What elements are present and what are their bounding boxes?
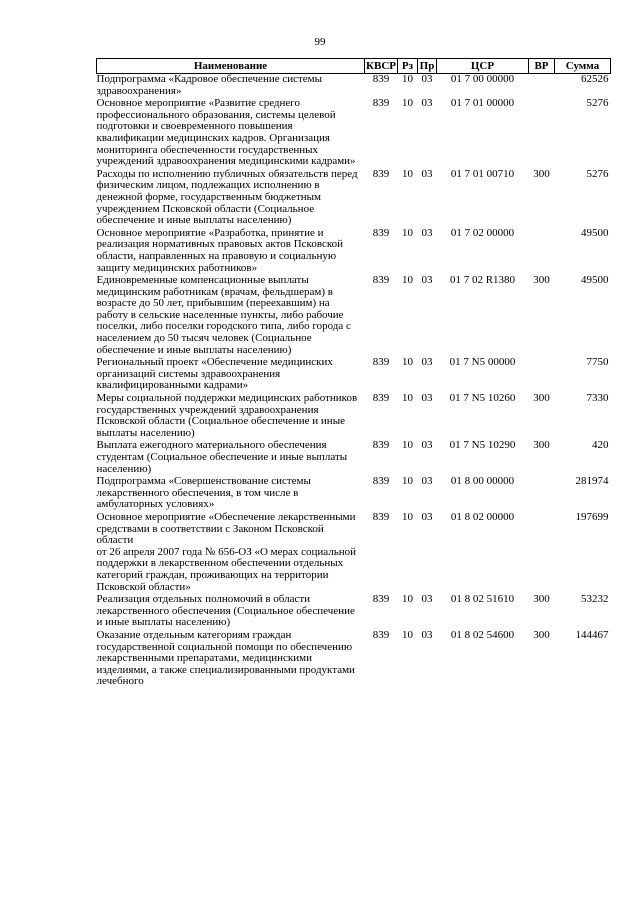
- row-csr: 01 7 01 00710: [450, 167, 515, 180]
- row-csr: 01 8 02 51610: [450, 593, 515, 606]
- header-vr: ВР: [529, 59, 555, 74]
- row-vr: [529, 512, 555, 594]
- row-csr: 01 7 02 R1380: [449, 274, 516, 287]
- row-pr: 03: [421, 274, 433, 287]
- row-csr: 01 7 01 00000: [450, 97, 515, 110]
- header-name: Наименование: [97, 59, 365, 74]
- row-sum: 7330: [586, 392, 609, 405]
- header-rz: Рз: [398, 59, 418, 74]
- table-row: [97, 74, 611, 99]
- row-pr: 03: [421, 356, 433, 369]
- row-rz: 10: [402, 593, 413, 606]
- page-number: 99: [314, 36, 326, 48]
- header-kvsr: КВСР: [366, 59, 396, 72]
- row-kvsr: 839: [372, 167, 390, 180]
- table-row: [97, 275, 611, 357]
- table-row: [97, 440, 611, 476]
- row-name: Единовременные компенсационные выплаты медицинским работникам (врачам, фельдшерам) в возрасте до 50 лет, прибывшим (переехавшим) на работу в сельские населенные пункты, либо рабочие поселки, либо поселки городского типа, либо города с населением до 50 тысяч человек (Социальное обеспечение и иные выплаты населению): [96, 274, 351, 356]
- table-header-row: [97, 59, 611, 74]
- row-vr: 300: [533, 274, 550, 287]
- row-kvsr: 839: [372, 392, 390, 405]
- row-csr: 01 7 N5 00000: [449, 356, 516, 369]
- header-pr: Пр: [418, 59, 437, 74]
- header-sum: Сумма: [555, 59, 611, 74]
- row-pr: 03: [421, 392, 433, 405]
- header-csr: ЦСР: [437, 59, 529, 74]
- row-sum: 49500: [581, 274, 609, 287]
- row-csr: 01 7 N5 10290: [449, 439, 516, 452]
- row-rz: 10: [402, 475, 413, 488]
- row-rz: 10: [402, 392, 413, 405]
- row-pr: 03: [421, 226, 433, 239]
- row-kvsr: 839: [372, 510, 390, 523]
- row-vr: [529, 476, 555, 512]
- row-sum: 420: [592, 439, 609, 452]
- table-row: [97, 512, 611, 594]
- row-vr: 300: [533, 167, 550, 180]
- row-sum: 53232: [581, 593, 609, 606]
- row-vr: 300: [533, 439, 550, 452]
- row-name: Основное мероприятие «Развитие среднего профессионального образования, системы целевой подготовки и своевременного повышения квалификации медицинских кадров. Организация мониторинга обеспеченности государственных учреждений здравоохранения медицинскими кадрами»: [96, 97, 356, 168]
- row-name: Расходы по исполнению публичных обязательств перед физическим лицом, подлежащих исполнению в денежной форме, государственным бюджетным учреждением Псковской области (Социальное обеспечение и иные выплаты населению): [96, 167, 358, 227]
- row-rz: 10: [402, 439, 413, 452]
- row-sum: 7750: [586, 356, 609, 369]
- row-pr: 03: [421, 97, 433, 110]
- table-row: [97, 476, 611, 512]
- row-pr: 03: [421, 628, 433, 641]
- row-kvsr: 839: [372, 97, 390, 110]
- row-pr: 03: [421, 593, 433, 606]
- table-row: [97, 169, 611, 228]
- table-row: [97, 98, 611, 169]
- row-rz: 10: [402, 73, 413, 85]
- table-row: [97, 594, 611, 630]
- row-vr: 300: [533, 628, 550, 641]
- table-body: [97, 74, 611, 689]
- row-sum: 62526: [581, 73, 609, 85]
- row-pr: 03: [421, 510, 433, 523]
- row-kvsr: 839: [372, 593, 390, 606]
- row-vr: [529, 357, 555, 393]
- row-name: Оказание отдельным категориям граждан государственной социальной помощи по обеспечению лекарственными препаратами, медицинскими изделиями, а также специализированными продуктами лечебного: [96, 628, 355, 688]
- row-rz: 10: [402, 510, 413, 523]
- row-vr: [529, 74, 555, 99]
- row-rz: 10: [402, 167, 413, 180]
- row-rz: 10: [402, 274, 413, 287]
- row-name: Подпрограмма «Кадровое обеспечение системы здравоохранения»: [96, 73, 323, 97]
- row-sum: 5276: [586, 167, 609, 180]
- row-name: Подпрограмма «Совершенствование системы лекарственного обеспечения, в том числе в амбулаторных условиях»: [96, 475, 311, 511]
- row-vr: [529, 98, 555, 169]
- budget-table: [96, 58, 611, 689]
- row-csr: 01 8 02 54600: [450, 628, 515, 641]
- row-rz: 10: [402, 628, 413, 641]
- row-name: Меры социальной поддержки медицинских работников государственных учреждений здравоохранения Псковской области (Социальное обеспечение и иные выплаты населению): [96, 392, 358, 439]
- row-csr: 01 7 N5 10260: [449, 392, 516, 405]
- row-csr: 01 8 02 00000: [450, 510, 515, 523]
- row-sum: 281974: [575, 475, 609, 488]
- row-vr: 300: [533, 593, 550, 606]
- row-name: Региональный проект «Обеспечение медицинских организаций системы здравоохранения квалифицированными кадрами»: [96, 356, 333, 392]
- row-name: Основное мероприятие «Разработка, принятие и реализация нормативных правовых актов Псковской области, направленных на правовую и социальную защиту медицинских работников»: [96, 226, 344, 274]
- row-csr: 01 8 00 00000: [450, 475, 515, 488]
- row-sum: 197699: [575, 510, 609, 523]
- row-vr: 300: [533, 392, 550, 405]
- row-name: Основное мероприятие «Обеспечение лекарственными средствами в соответствии с Законом Псковской области от 26 апреля 2007 года № 656-ОЗ «О мерах социальной поддержки в лекарственном обеспечении отдельных категорий граждан, проживающих на территории Псковской области»: [96, 510, 357, 593]
- row-kvsr: 839: [372, 274, 390, 287]
- row-kvsr: 839: [372, 475, 390, 488]
- table-row: [97, 357, 611, 393]
- row-vr: [529, 228, 555, 275]
- row-sum: 49500: [581, 226, 609, 239]
- row-rz: 10: [402, 226, 413, 239]
- row-csr: 01 7 02 00000: [450, 226, 515, 239]
- row-sum: 5276: [586, 97, 609, 110]
- row-kvsr: 839: [372, 356, 390, 369]
- row-sum: 144467: [575, 628, 609, 641]
- row-pr: 03: [421, 167, 433, 180]
- row-name: Выплата ежегодного материального обеспечения студентам (Социальное обеспечение и иные выплаты населению): [96, 439, 348, 475]
- row-pr: 03: [421, 73, 433, 85]
- row-kvsr: 839: [372, 73, 390, 85]
- row-kvsr: 839: [372, 226, 390, 239]
- table-row: [97, 228, 611, 275]
- table-row: [97, 393, 611, 440]
- table-row: [97, 630, 611, 689]
- row-name: Реализация отдельных полномочий в области лекарственного обеспечения (Социальное обеспечение и иные выплаты населению): [96, 593, 355, 629]
- row-pr: 03: [421, 475, 433, 488]
- row-pr: 03: [421, 439, 433, 452]
- row-rz: 10: [402, 356, 413, 369]
- row-rz: 10: [402, 97, 413, 110]
- row-csr: 01 7 00 00000: [450, 73, 515, 85]
- row-kvsr: 839: [372, 439, 390, 452]
- row-kvsr: 839: [372, 628, 390, 641]
